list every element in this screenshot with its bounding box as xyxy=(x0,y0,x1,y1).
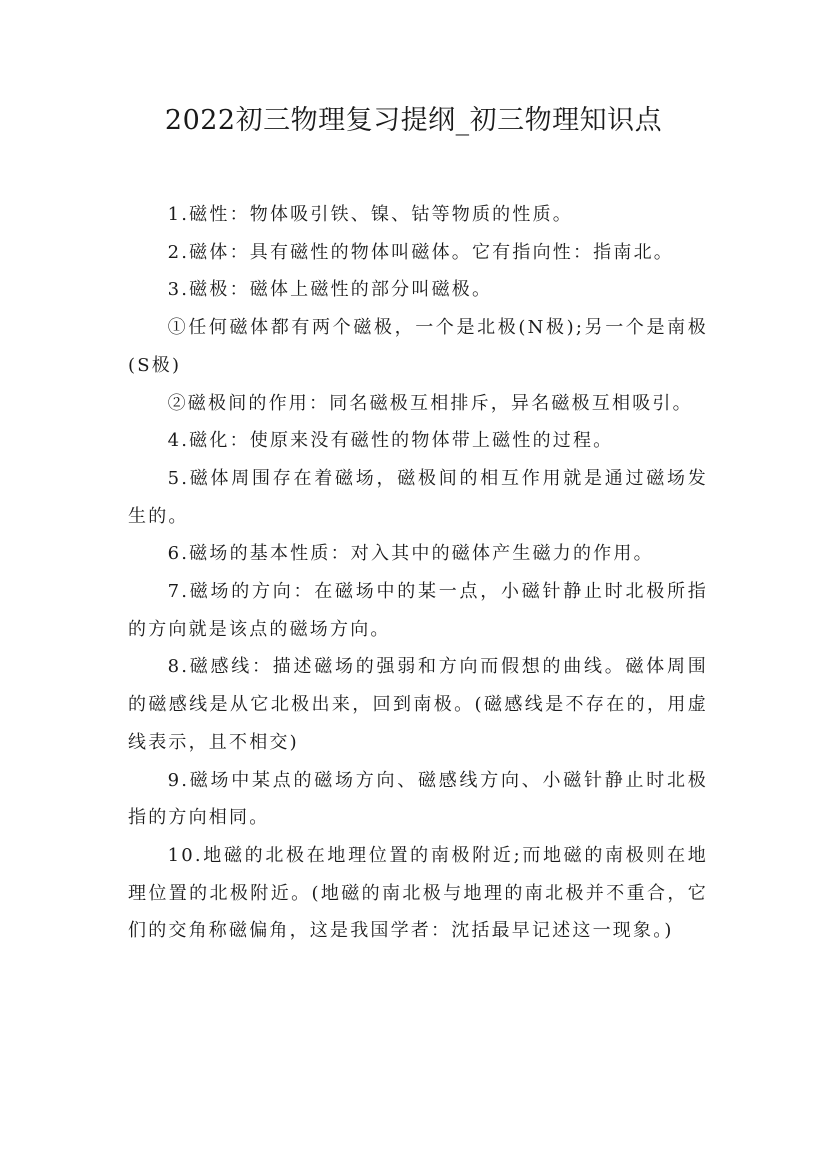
paragraph-geomagnetism: 10.地磁的北极在地理位置的南极附近;而地磁的南极则在地理位置的北极附近。(地磁的南北极与地理的南北极并不重合，它们的交角称磁偏角，这是我国学者：沈括最早记述这一现象。) xyxy=(128,844,708,942)
document-body xyxy=(128,196,708,950)
document-title: 2022初三物理复习提纲_初三物理知识点 xyxy=(164,105,663,136)
paragraph-same-direction: 9.磁场中某点的磁场方向、磁感线方向、小磁针静止时北极指的方向相同。 xyxy=(128,769,708,829)
paragraph-magnetic-field: 5.磁体周围存在着磁场，磁极间的相互作用就是通过磁场发生的。 xyxy=(128,467,708,527)
paragraph-magnet: 2.磁体：具有磁性的物体叫磁体。它有指向性：指南北。 xyxy=(167,241,674,263)
paragraph-pole-interaction: ②磁极间的作用：同名磁极互相排斥，异名磁极互相吸引。 xyxy=(167,392,693,414)
paragraph-magnetic-pole: 3.磁极：磁体上磁性的部分叫磁极。 xyxy=(167,279,493,301)
paragraph-field-property: 6.磁场的基本性质：对入其中的磁体产生磁力的作用。 xyxy=(167,543,654,565)
paragraph-magnetism: 1.磁性：物体吸引铁、镍、钴等物质的性质。 xyxy=(167,204,573,225)
paragraph-field-direction: 7.磁场的方向：在磁场中的某一点，小磁针静止时北极所指的方向就是该点的磁场方向。 xyxy=(128,581,708,640)
paragraph-magnetization: 4.磁化：使原来没有磁性的物体带上磁性的过程。 xyxy=(167,430,614,452)
paragraph-two-poles: ①任何磁体都有两个磁极，一个是北极(N极);另一个是南极(S极) xyxy=(128,317,708,376)
paragraph-field-lines: 8.磁感线：描述磁场的强弱和方向而假想的曲线。磁体周围的磁感线是从它北极出来，回到南极。(磁感线是不存在的，用虚线表示，且不相交) xyxy=(128,656,708,753)
